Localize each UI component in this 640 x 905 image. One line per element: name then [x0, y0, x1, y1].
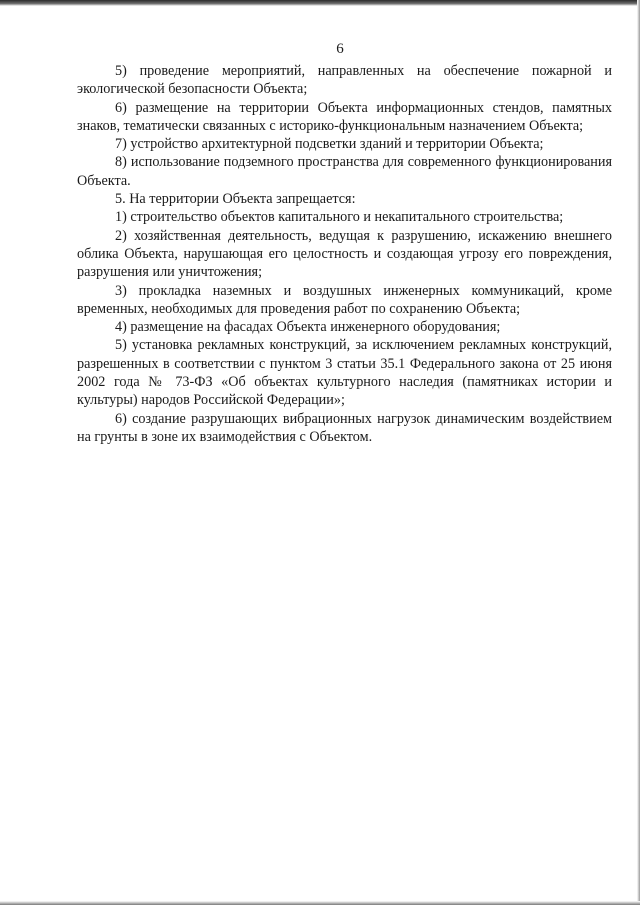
- paragraph-prohibited-1: 1) строительство объектов капитального и некапитального строительства;: [115, 209, 564, 226]
- paragraph-prohibited-4: 4) размещение на фасадах Объекта инженерного оборудования;: [115, 319, 501, 336]
- paragraph-prohibited-6: 6) создание разрушающих вибрационных нагрузок динамическим воздействием на грунты в зоне их взаимодействия с Объектом.: [77, 410, 612, 445]
- section-5-heading: 5. На территории Объекта запрещается:: [115, 191, 356, 208]
- paragraph-prohibited-2: 2) хозяйственная деятельность, ведущая к разрушению, искажению внешнего облика Объекта, нарушающая его целостность и создающая угрозу его повреждения, разрушения или уничтожения;: [77, 227, 612, 281]
- paragraph-permitted-5: 5) проведение мероприятий, направленных на обеспечение пожарной и экологической безопасности Объекта;: [77, 63, 612, 98]
- paragraph-permitted-8: 8) использование подземного пространства для современного функционирования Объекта.: [77, 154, 612, 189]
- paragraph-prohibited-3: 3) прокладка наземных и воздушных инженерных коммуникаций, кроме временных, необходимых для проведения работ по сохранению Объекта;: [77, 282, 612, 317]
- document-body: [77, 62, 612, 446]
- scan-top-border: [0, 0, 640, 6]
- paragraph-permitted-7: 7) устройство архитектурной подсветки зданий и территории Объекта;: [115, 136, 544, 153]
- page-number: 6: [336, 41, 344, 57]
- paragraph-permitted-6: 6) размещение на территории Объекта информационных стендов, памятных знаков, тематически связанных с историко-функциональным назначением Объекта;: [77, 99, 612, 134]
- scan-bottom-border: [0, 901, 640, 905]
- paragraph-prohibited-5: 5) установка рекламных конструкций, за исключением рекламных конструкций, разрешенных в соответствии с пунктом 3 статьи 35.1 Федерального закона от 25 июня 2002 года № 73-ФЗ «Об объектах культурного наследия (памятниках истории и культуры) народов Российской Федерации»;: [77, 337, 612, 409]
